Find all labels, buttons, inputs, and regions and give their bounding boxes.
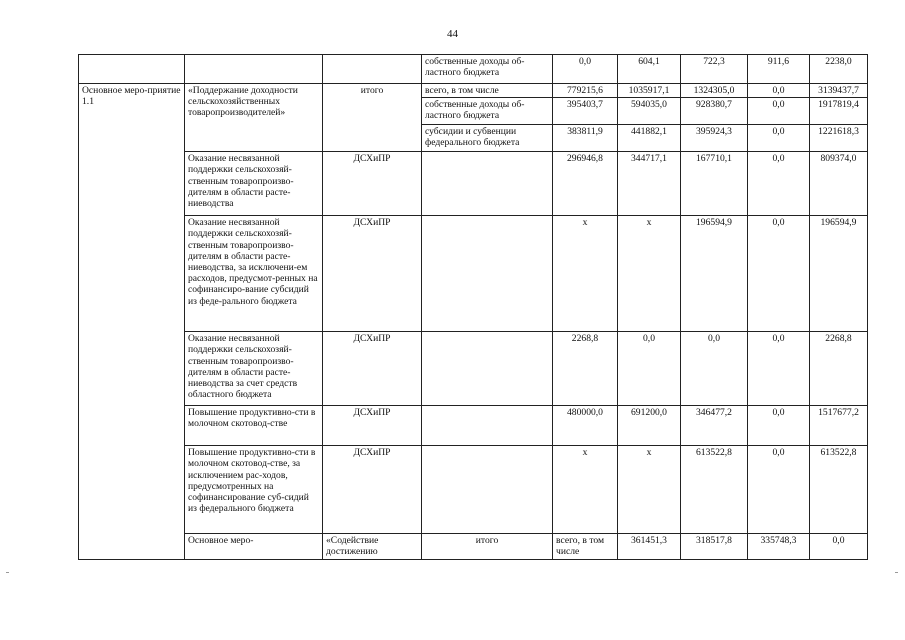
cell-value: 809374,0 <box>810 152 868 216</box>
cell-executor: ДСХиПР <box>323 216 422 332</box>
cell-value: 0,0 <box>748 125 810 152</box>
cell-value: 1035917,1 <box>618 84 681 98</box>
cell-activity: Основное меро-приятие 1.1 <box>79 84 185 560</box>
cell-name: Оказание несвязанной поддержки сельскохозяй-ственным товаропроизво-дителям в области расте-ниеводства <box>185 152 323 216</box>
scan-mark <box>895 572 898 573</box>
cell-value: 2268,8 <box>810 332 868 406</box>
cell-executor: ДСХиПР <box>323 152 422 216</box>
cell-name: Повышение продуктивно-сти в молочном скотовод-стве <box>185 406 323 446</box>
cell-value: 691200,0 <box>618 406 681 446</box>
cell-value: 196594,9 <box>810 216 868 332</box>
cell-source <box>422 406 553 446</box>
cell-value: 296946,8 <box>553 152 618 216</box>
cell-source <box>422 152 553 216</box>
cell-value: 383811,9 <box>553 125 618 152</box>
cell-executor: итого <box>422 534 553 559</box>
cell-value: х <box>618 216 681 332</box>
cell-source <box>422 446 553 534</box>
cell-value: 779215,6 <box>553 84 618 98</box>
cell-source: собственные доходы об-ластного бюджета <box>422 55 553 84</box>
page-number: 44 <box>447 28 458 40</box>
cell-value: 722,3 <box>681 55 748 84</box>
cell-value: 1221618,3 <box>810 125 868 152</box>
cell-value: 344717,1 <box>618 152 681 216</box>
cell-value: 318517,8 <box>681 534 748 559</box>
cell-value: 0,0 <box>748 446 810 534</box>
cell-executor: итого <box>323 84 422 152</box>
cell-value: 2268,8 <box>553 332 618 406</box>
cell-value: 167710,1 <box>681 152 748 216</box>
cell-executor: ДСХиПР <box>323 446 422 534</box>
cell-value: 0,0 <box>748 216 810 332</box>
cell-value: 441882,1 <box>618 125 681 152</box>
budget-table <box>78 54 868 560</box>
cell-value: 335748,3 <box>748 534 810 559</box>
cell-value: 613522,8 <box>810 446 868 534</box>
cell-value: 395924,3 <box>681 125 748 152</box>
cell-name: «Поддержание доходности сельскохозяйственных товаропроизводителей» <box>185 84 323 152</box>
cell-value: х <box>553 446 618 534</box>
scan-mark <box>6 572 9 573</box>
table-row <box>79 55 868 84</box>
cell-value: 196594,9 <box>681 216 748 332</box>
table-row <box>79 332 868 406</box>
cell-name: «Содействие достижению <box>323 534 422 559</box>
cell-value: 928380,7 <box>681 98 748 125</box>
cell-value: 0,0 <box>748 332 810 406</box>
table-row <box>79 534 868 559</box>
cell-name: Повышение продуктивно-сти в молочном скотовод-стве, за исключением рас-ходов, предусмотренных на софинансирование суб-сидий из федерального бюджета <box>185 446 323 534</box>
cell-name: Оказание несвязанной поддержки сельскохозяй-ственным товаропроизво-дителям в области расте-ниеводства, за исключени-ем расходов, предусмот-ренных на софинансиро-вание субсидий из феде-рального бюджета <box>185 216 323 332</box>
cell-value: 2238,0 <box>810 55 868 84</box>
cell-activity: Основное меро- <box>185 534 323 559</box>
cell-value: х <box>553 216 618 332</box>
cell-value: 594035,0 <box>618 98 681 125</box>
cell-value: 0,0 <box>748 84 810 98</box>
cell-source: собственные доходы об-ластного бюджета <box>422 98 553 125</box>
cell-executor <box>323 55 422 84</box>
table-row <box>79 406 868 446</box>
cell-value: 3139437,7 <box>810 84 868 98</box>
cell-value: 480000,0 <box>553 406 618 446</box>
cell-value: 1917819,4 <box>810 98 868 125</box>
cell-source: субсидии и субвенции федерального бюджета <box>422 125 553 152</box>
table-row <box>79 446 868 534</box>
cell-value: 613522,8 <box>681 446 748 534</box>
cell-activity <box>79 55 185 84</box>
cell-executor: ДСХиПР <box>323 406 422 446</box>
table-row <box>79 216 868 332</box>
cell-value: 0,0 <box>553 55 618 84</box>
cell-source <box>422 332 553 406</box>
cell-name: Оказание несвязанной поддержки сельскохозяй-ственным товаропроизво-дителям в области расте-ниеводства за счет средств областного бюджета <box>185 332 323 406</box>
cell-source <box>422 216 553 332</box>
cell-value: 911,6 <box>748 55 810 84</box>
cell-value: 604,1 <box>618 55 681 84</box>
cell-executor: ДСХиПР <box>323 332 422 406</box>
cell-source: всего, в том числе <box>553 534 618 559</box>
cell-value: 0,0 <box>618 332 681 406</box>
cell-value: 0,0 <box>748 152 810 216</box>
table-row <box>79 84 868 98</box>
table-row <box>79 152 868 216</box>
cell-value: х <box>618 446 681 534</box>
cell-name <box>185 55 323 84</box>
cell-value: 0,0 <box>748 406 810 446</box>
cell-value: 1517677,2 <box>810 406 868 446</box>
cell-source: всего, в том числе <box>422 84 553 98</box>
cell-value: 0,0 <box>748 98 810 125</box>
cell-value: 361451,3 <box>618 534 681 559</box>
cell-value: 0,0 <box>810 534 868 559</box>
cell-value: 1324305,0 <box>681 84 748 98</box>
cell-value: 395403,7 <box>553 98 618 125</box>
cell-value: 346477,2 <box>681 406 748 446</box>
cell-value: 0,0 <box>681 332 748 406</box>
